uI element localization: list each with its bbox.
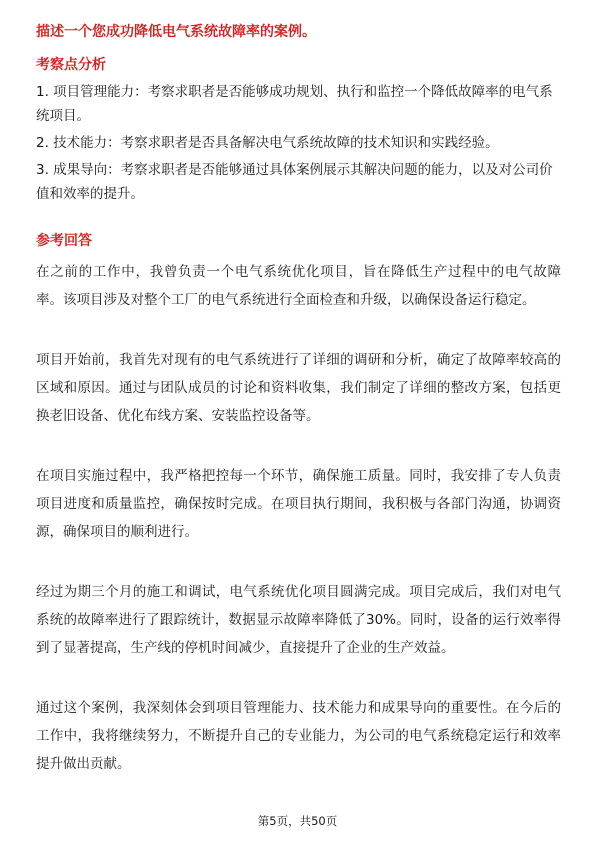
answer-body bbox=[36, 258, 561, 810]
answer-paragraph: 经过为期三个月的施工和调试，电气系统优化项目圆满完成。项目完成后，我们对电气系统的故障率进行了跟踪统计，数据显示故障率降低了30%。同时，设备的运行效率得到了显著提高，生产线的停机时间减少，直接提升了企业的生产效益。 bbox=[36, 584, 561, 656]
answer-paragraph: 通过这个案例，我深刻体会到项目管理能力、技术能力和成果导向的重要性。在今后的工作中，我将继续努力，不断提升自己的专业能力，为公司的电气系统稳定运行和效率提升做出贡献。 bbox=[36, 700, 561, 772]
answer-paragraph: 在项目实施过程中，我严格把控每一个环节，确保施工质量。同时，我安排了专人负责项目进度和质量监控，确保按时完成。在项目执行期间，我积极与各部门沟通，协调资源，确保项目的顺利进行。 bbox=[36, 468, 561, 540]
page-number: 第5页，共50页 bbox=[257, 814, 338, 828]
question-title: 描述一个您成功降低电气系统故障率的案例。 bbox=[36, 24, 316, 40]
answer-paragraph: 在之前的工作中，我曾负责一个电气系统优化项目，旨在降低生产过程中的电气故障率。该项目涉及对整个工厂的电气系统进行全面检查和升级，以确保设备运行稳定。 bbox=[36, 264, 561, 308]
answer-heading: 参考回答 bbox=[36, 233, 92, 249]
analysis-item: 2. 技术能力：考察求职者是否具备解决电气系统故障的技术知识和实践经验。 bbox=[36, 135, 499, 151]
analysis-item: 1. 项目管理能力：考察求职者是否能够成功规划、执行和监控一个降低故障率的电气系统项目。 bbox=[36, 84, 553, 124]
analysis-item: 3. 成果导向：考察求职者是否能够通过具体案例展示其解决问题的能力，以及对公司价值和效率的提升。 bbox=[36, 162, 553, 202]
analysis-heading: 考察点分析 bbox=[36, 57, 106, 73]
answer-paragraph: 项目开始前，我首先对现有的电气系统进行了详细的调研和分析，确定了故障率较高的区域和原因。通过与团队成员的讨论和资料收集，我们制定了详细的整改方案，包括更换老旧设备、优化布线方案、安装监控设备等。 bbox=[36, 352, 561, 424]
analysis-list bbox=[36, 80, 561, 209]
